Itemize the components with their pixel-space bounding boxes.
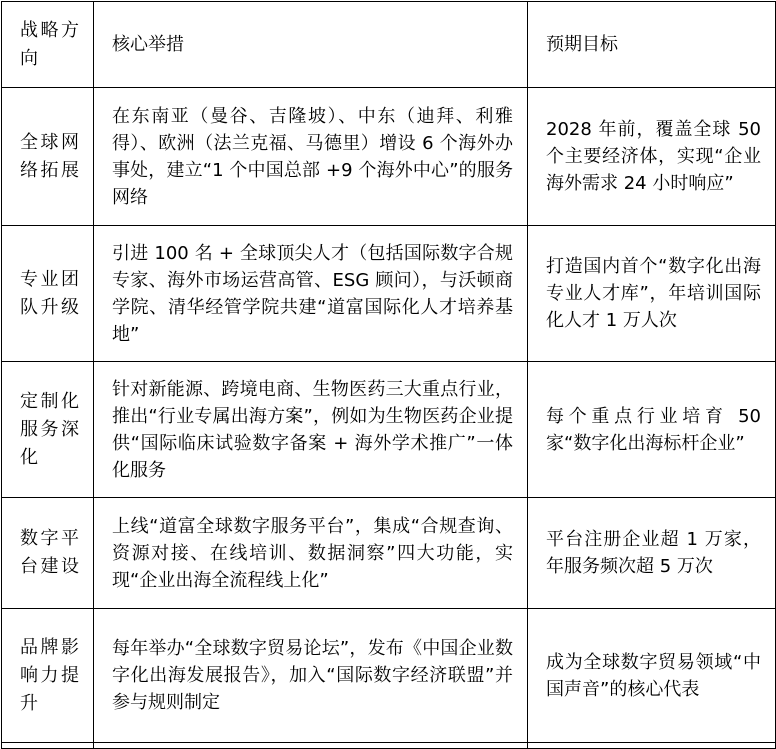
- row-measures: 针对新能源、跨境电商、生物医药三大重点行业，推出“行业专属出海方案”，例如为生物医药企业提供“国际临床试验数字备案 + 海外学术推广”一体化服务: [94, 362, 528, 498]
- row-measures: 每年举办“全球数字贸易论坛”，发布《中国企业数字化出海发展报告》，加入“国际数字经济联盟”并参与规则制定: [94, 609, 528, 743]
- header-measures: 核心举措: [94, 2, 528, 88]
- table-row: [2, 226, 776, 362]
- row-measures: 引进 100 名 + 全球顶尖人才（包括国际数字合规专家、海外市场运营高管、ESG 顾问），与沃顿商学院、清华经管学院共建“道富国际化人才培养基地”: [94, 226, 528, 362]
- row-measures: 在东南亚（曼谷、吉隆坡）、中东（迪拜、利雅得）、欧洲（法兰克福、马德里）增设 6 个海外办事处，建立“1 个中国总部 +9 个海外中心”的服务网络: [94, 88, 528, 226]
- row-direction: 数字平台建设: [2, 498, 94, 609]
- row-goals: 打造国内首个“数字化出海专业人才库”，年培训国际化人才 1 万人次: [528, 226, 776, 362]
- table-row: [2, 609, 776, 743]
- row-direction: 定制化服务深化: [2, 362, 94, 498]
- strategy-table: [1, 1, 776, 749]
- row-goals: 2028 年前，覆盖全球 50 个主要经济体，实现“企业海外需求 24 小时响应”: [528, 88, 776, 226]
- table-row: [2, 362, 776, 498]
- empty-cell: [528, 743, 776, 749]
- row-direction: 专业团队升级: [2, 226, 94, 362]
- row-goals: 平台注册企业超 1 万家，年服务频次超 5 万次: [528, 498, 776, 609]
- table-row: [2, 88, 776, 226]
- table-header-row: [2, 2, 776, 88]
- table-row: [2, 498, 776, 609]
- empty-cell: [2, 743, 94, 749]
- header-goals: 预期目标: [528, 2, 776, 88]
- row-goals: 每个重点行业培育 50 家“数字化出海标杆企业”: [528, 362, 776, 498]
- empty-cell: [94, 743, 528, 749]
- row-direction: 品牌影响力提升: [2, 609, 94, 743]
- table-row-continuation: [2, 743, 776, 749]
- header-direction: 战略方向: [2, 2, 94, 88]
- row-measures: 上线“道富全球数字服务平台”，集成“合规查询、资源对接、在线培训、数据洞察”四大功能，实现“企业出海全流程线上化”: [94, 498, 528, 609]
- row-direction: 全球网络拓展: [2, 88, 94, 226]
- row-goals: 成为全球数字贸易领域“中国声音”的核心代表: [528, 609, 776, 743]
